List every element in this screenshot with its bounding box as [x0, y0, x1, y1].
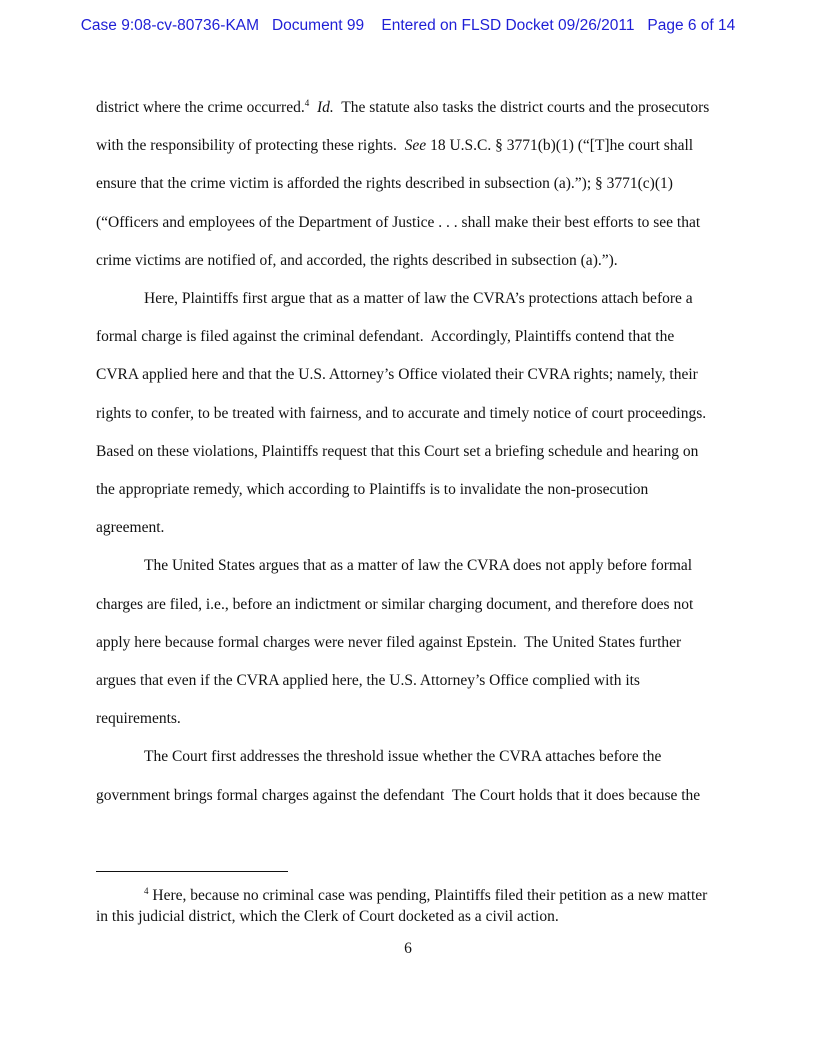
footnote-text: Here, because no criminal case was pending, Plaintiffs filed their petition as a new matter in this judicial district, which the Clerk of Court docketed as a civil action. [96, 887, 708, 925]
paragraph-text [309, 99, 317, 116]
footnote-4 [96, 885, 720, 927]
paragraph-text: The statute also tasks the district courts and the prosecutors with the responsibility of protecting these rights. [96, 99, 714, 155]
header-document-number: Document 99 [271, 17, 365, 34]
paragraph-text: The United States argues that as a matter of law the CVRA does not apply before formal charges are filed, i.e., before an indictment or similar charging document, and therefore does not apply here because formal charges were never filed against Epstein. The United States further argues that even if the CVRA applied here, the U.S. Attorney’s Office complied with its requirements. [96, 557, 698, 728]
paragraph-text: 18 U.S.C. § 3771(b)(1) (“[T]he court shall ensure that the crime victim is afforded the rights described in subsection (a).”); § 3771(c)(1) (“Officers and employees of the Department of Justice . . . shall make their best efforts to see that crime victims are notified of, and accorded, the rights described in subsection (a).”). [96, 137, 705, 269]
paragraph-p2 [96, 280, 720, 547]
footnote-reference: 4 [304, 98, 310, 108]
paragraph-text: Here, Plaintiffs first argue that as a matter of law the CVRA’s protections attach before a formal charge is filed against the criminal defendant. Accordingly, Plaintiffs contend that the CVRA applied here and that the U.S. Attorney’s Office violated their CVRA rights; namely, their rights to confer, to be treated with fairness, and to accurate and timely notice of court proceedings. Based on these violations, Plaintiffs request that this Court set a briefing schedule and hearing on the appropriate remedy, which according to Plaintiffs is to invalidate the non-prosecution agreement. [96, 290, 714, 537]
docket-header [0, 17, 816, 35]
footnote-divider [96, 871, 288, 872]
paragraph-text: district where the crime occurred. [96, 99, 305, 116]
paragraph-text: The Court first addresses the threshold issue whether the CVRA attaches before the government brings formal charges against the defendant The Court holds that it does because the [96, 748, 701, 804]
paragraph-p3 [96, 547, 720, 738]
footnote-marker: 4 [144, 886, 149, 896]
header-page-of: Page 6 of 14 [647, 17, 736, 34]
page-number: 6 [404, 940, 412, 957]
italic-text: Id. [316, 99, 334, 116]
body-text [96, 89, 720, 815]
italic-text: See [404, 137, 427, 155]
paragraph-p4 [96, 738, 720, 814]
paragraph-p1 [96, 89, 720, 280]
header-case-number: Case 9:08-cv-80736-KAM [80, 17, 260, 34]
header-entered-docket: Entered on FLSD Docket 09/26/2011 [381, 17, 635, 34]
